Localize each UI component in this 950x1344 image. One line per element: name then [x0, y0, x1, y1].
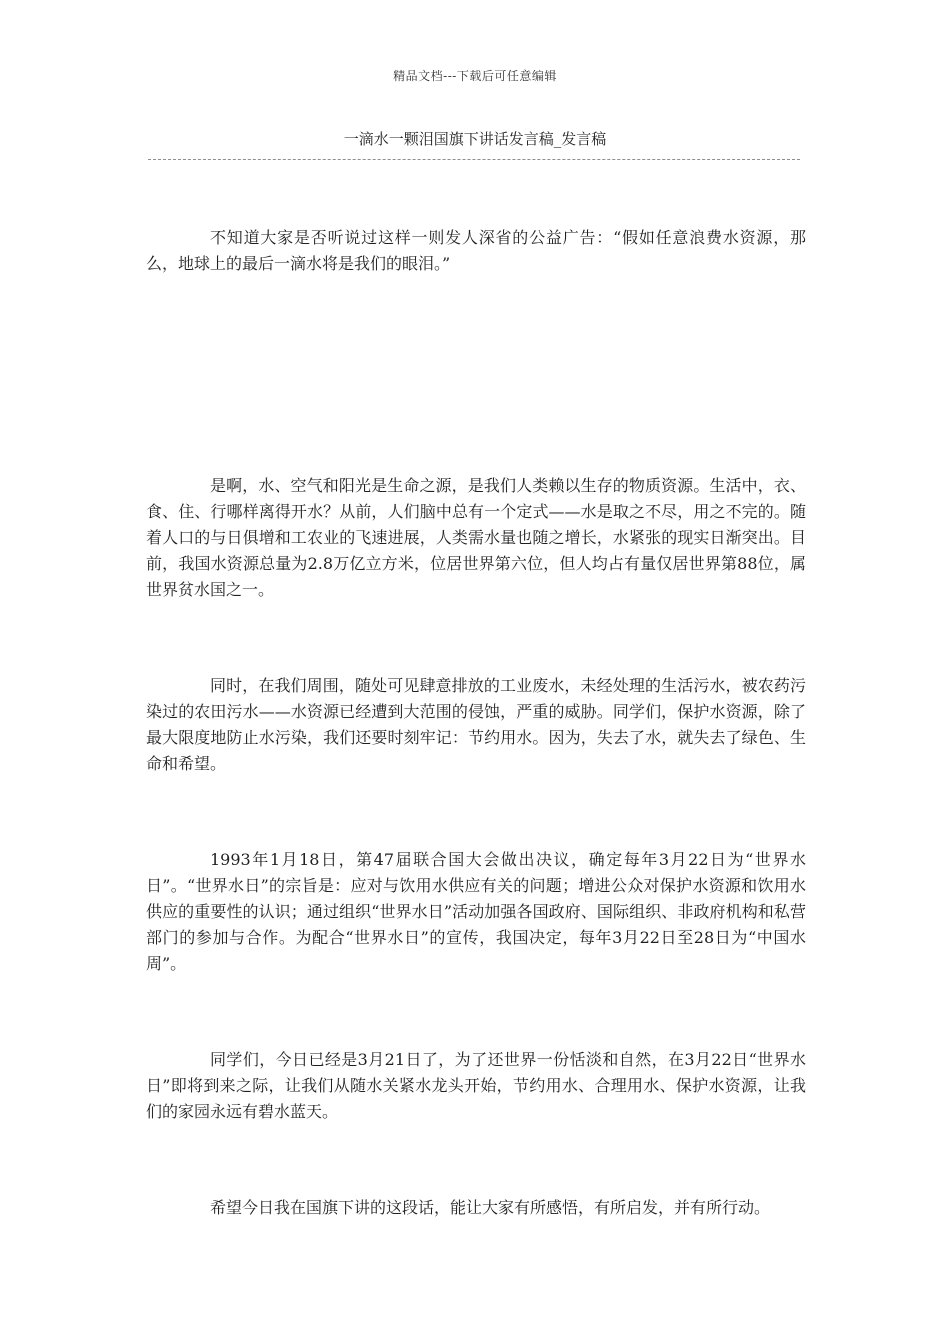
document-title: 一滴水一颗泪国旗下讲话发言稿_发言稿	[343, 130, 607, 148]
header-note: 精品文档---下载后可任意编辑	[393, 69, 557, 83]
paragraph-1: 不知道大家是否听说过这样一则发人深省的公益广告：“假如任意浪费水资源，那么，地球上的最后一滴水将是我们的眼泪。”	[146, 228, 806, 273]
paragraph-2: 是啊，水、空气和阳光是生命之源，是我们人类赖以生存的物质资源。生活中，衣、食、住、行哪样离得开水？从前，人们脑中总有一个定式——水是取之不尽，用之不完的。随着人口的与日俱增和工农业的飞速进展，人类需水量也随之增长，水紧张的现实日渐突出。目前，我国水资源总量为2.8万亿立方米，位居世界第六位，但人均占有量仅居世界第88位，属世界贫水国之一。	[146, 476, 806, 599]
paragraph-5: 同学们，今日已经是3月21日了，为了还世界一份恬淡和自然，在3月22日“世界水日”即将到来之际，让我们从随水关紧水龙头开始，节约用水、合理用水、保护水资源，让我们的家园永远有碧水蓝天。	[146, 1050, 806, 1121]
title-divider	[148, 159, 800, 160]
paragraph-3: 同时，在我们周围，随处可见肆意排放的工业废水，未经处理的生活污水，被农药污染过的农田污水——水资源已经遭到大范围的侵蚀，严重的威胁。同学们，保护水资源，除了最大限度地防止水污染，我们还要时刻牢记：节约用水。因为，失去了水，就失去了绿色、生命和希望。	[146, 676, 806, 773]
paragraph-4: 1993年1月18日，第47届联合国大会做出决议，确定每年3月22日为“世界水日”。“世界水日”的宗旨是：应对与饮用水供应有关的问题；增进公众对保护水资源和饮用水供应的重要性的认识；通过组织“世界水日”活动加强各国政府、国际组织、非政府机构和私营部门的参加与合作。为配合“世界水日”的宣传，我国决定，每年3月22日至28日为“中国水周”。	[146, 850, 806, 973]
paragraph-6: 希望今日我在国旗下讲的这段话，能让大家有所感悟，有所启发，并有所行动。	[210, 1198, 771, 1217]
